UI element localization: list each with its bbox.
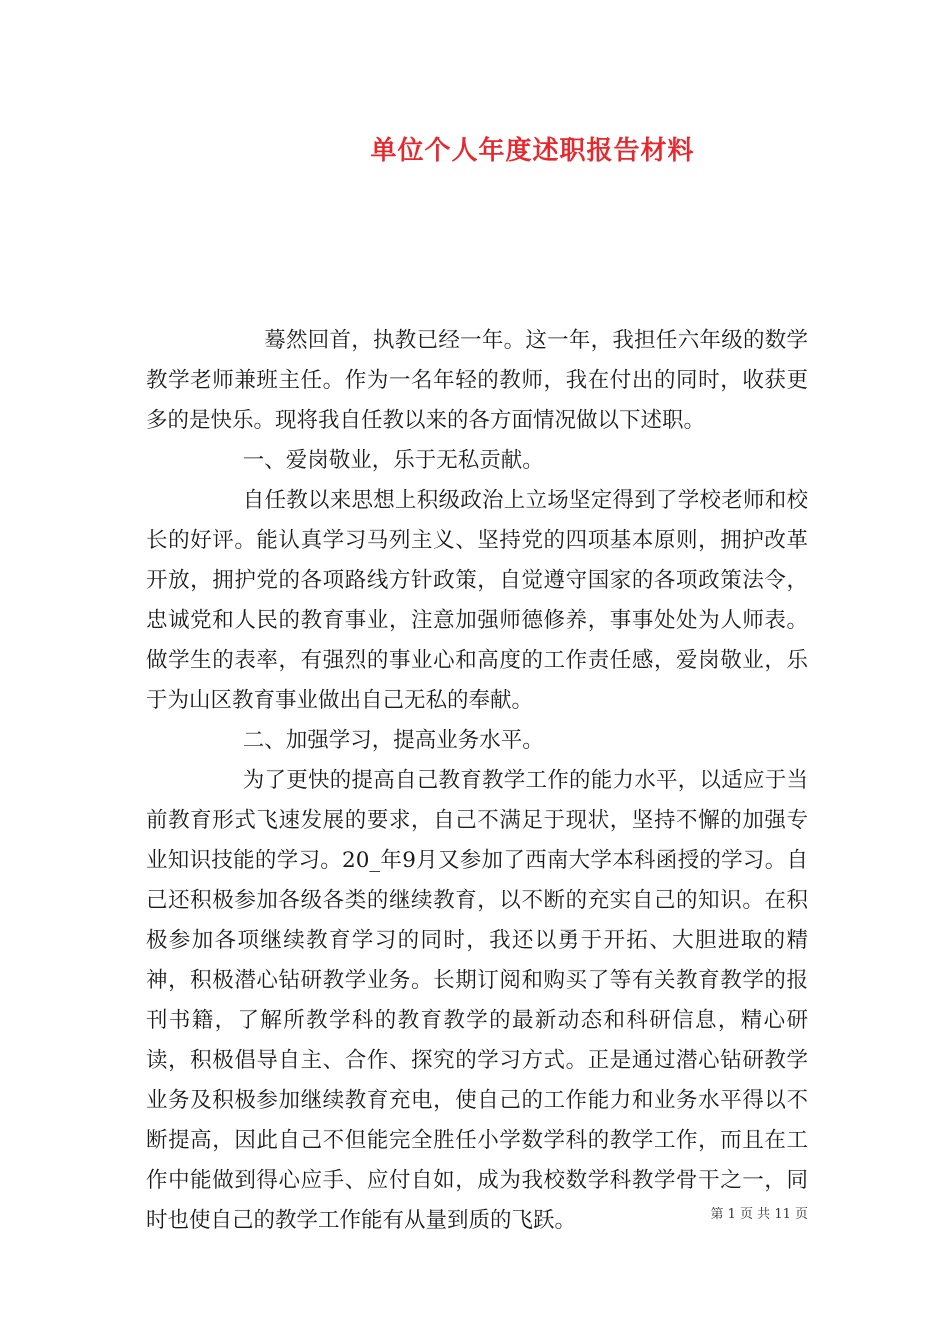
document-body [146, 321, 808, 1241]
paragraph-intro: 蓦然回首，执教已经一年。这一年，我担任六年级的数学教学老师兼班主任。作为一名年轻的教师，我在付出的同时，收获更多的是快乐。现将我自任教以来的各方面情况做以下述职。 [146, 328, 808, 433]
document-title: 单位个人年度述职报告材料 [370, 136, 695, 166]
paragraph-section-1: 自任教以来思想上积级政治上立场坚定得到了学校老师和校长的好评。能认真学习马列主义、坚持党的四项基本原则，拥护改革开放，拥护党的各项路线方针政策，自觉遵守国家的各项政策法令，忠诚党和人民的教育事业，注意加强师德修养，事事处处为人师表。做学生的表率，有强烈的事业心和高度的工作责任感，爱岗敬业，乐于为山区教育事业做出自己无私的奉献。 [146, 488, 808, 713]
section-heading-1: 一、爱岗敬业，乐于无私贡献。 [242, 448, 544, 473]
page-number: 第 1 页 共 11 页 [710, 1207, 808, 1222]
paragraph-section-2: 为了更快的提高自己教育教学工作的能力水平，以适应于当前教育形式飞速发展的要求，自己不满足于现状，坚持不懈的加强专业知识技能的学习。20_年9月又参加了西南大学本科函授的学习。自己还积极参加各级各类的继续教育，以不断的充实自己的知识。在积极参加各项继续教育学习的同时，我还以勇于开拓、大胆进取的精神，积极潜心钻研教学业务。长期订阅和购买了等有关教育教学的报刊书籍，了解所教学科的教育教学的最新动态和科研信息，精心研读，积极倡导自主、合作、探究的学习方式。正是通过潜心钻研教学业务及积极参加继续教育充电，使自己的工作能力和业务水平得以不断提高，因此自己不但能完全胜任小学数学科的教学工作，而且在工作中能做到得心应手、应付自如，成为我校数学科教学骨干之一，同时也使自己的教学工作能有从量到质的飞跃。 [146, 768, 808, 1233]
section-heading-2: 二、加强学习，提高业务水平。 [242, 728, 544, 753]
